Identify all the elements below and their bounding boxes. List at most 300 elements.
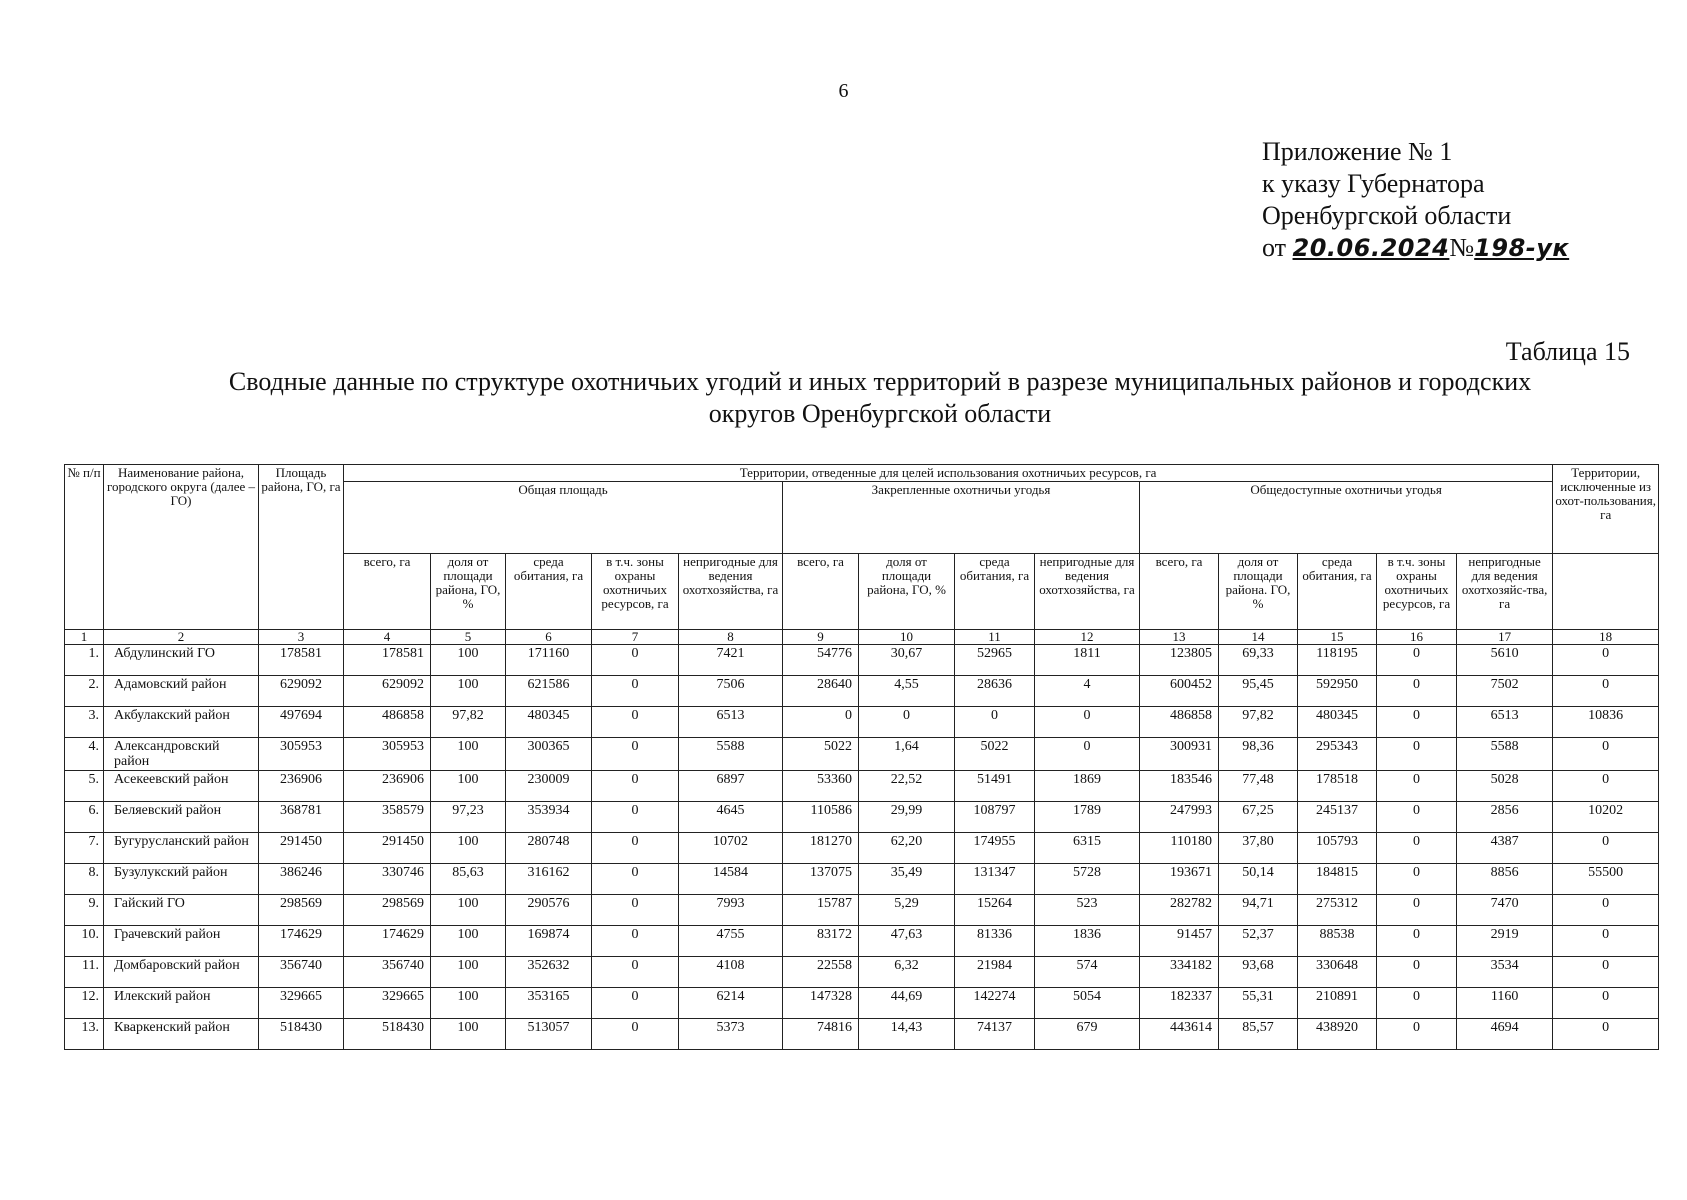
table-cell: 282782 bbox=[1140, 895, 1219, 926]
table-cell: 28636 bbox=[955, 676, 1035, 707]
table-cell: 0 bbox=[1553, 988, 1659, 1019]
table-cell: 67,25 bbox=[1219, 802, 1298, 833]
district-name: Домбаровский район bbox=[104, 957, 259, 988]
table-cell: 0 bbox=[592, 957, 679, 988]
table-cell: 174629 bbox=[344, 926, 431, 957]
date-prefix: от bbox=[1262, 233, 1293, 262]
table-cell: 7470 bbox=[1457, 895, 1553, 926]
table-cell: 88538 bbox=[1298, 926, 1377, 957]
header-public-habitat: среда обитания, га bbox=[1298, 554, 1377, 630]
table-cell: 443614 bbox=[1140, 1019, 1219, 1050]
table-cell: 290576 bbox=[506, 895, 592, 926]
header-assigned-habitat: среда обитания, га bbox=[955, 554, 1035, 630]
page-number: 6 bbox=[838, 80, 849, 102]
table-cell: 6214 bbox=[679, 988, 783, 1019]
table-cell: 7502 bbox=[1457, 676, 1553, 707]
appendix-block bbox=[1262, 136, 1569, 264]
column-number: 18 bbox=[1553, 630, 1659, 645]
table-cell: 305953 bbox=[259, 738, 344, 771]
table-cell: 280748 bbox=[506, 833, 592, 864]
table-cell: 100 bbox=[431, 738, 506, 771]
table-cell: 5373 bbox=[679, 1019, 783, 1050]
table-cell: 486858 bbox=[344, 707, 431, 738]
table-cell: 2856 bbox=[1457, 802, 1553, 833]
table-cell: 0 bbox=[1377, 988, 1457, 1019]
decree-date: 20.06.2024 bbox=[1292, 234, 1450, 262]
table-row bbox=[65, 771, 1659, 802]
header-excluded: Территории, исключенные из охот-пользования, га bbox=[1553, 465, 1659, 554]
row-number: 13. bbox=[65, 1019, 104, 1050]
table-cell: 10702 bbox=[679, 833, 783, 864]
table-cell: 0 bbox=[592, 707, 679, 738]
table-title bbox=[160, 366, 1600, 430]
table-cell: 0 bbox=[592, 802, 679, 833]
table-cell: 118195 bbox=[1298, 645, 1377, 676]
table-cell: 486858 bbox=[1140, 707, 1219, 738]
table-cell: 15264 bbox=[955, 895, 1035, 926]
table-cell: 5728 bbox=[1035, 864, 1140, 895]
table-cell: 298569 bbox=[259, 895, 344, 926]
table-cell: 356740 bbox=[259, 957, 344, 988]
table-cell: 0 bbox=[592, 833, 679, 864]
table-cell: 0 bbox=[1553, 645, 1659, 676]
table-cell: 7421 bbox=[679, 645, 783, 676]
appendix-line-3: Оренбургской области bbox=[1262, 201, 1512, 230]
table-cell: 1811 bbox=[1035, 645, 1140, 676]
table-cell: 0 bbox=[1377, 957, 1457, 988]
row-number: 8. bbox=[65, 864, 104, 895]
table-cell: 275312 bbox=[1298, 895, 1377, 926]
table-cell: 0 bbox=[592, 1019, 679, 1050]
table-cell: 193671 bbox=[1140, 864, 1219, 895]
header-total-habitat: среда обитания, га bbox=[506, 554, 592, 630]
table-cell: 621586 bbox=[506, 676, 592, 707]
table-cell: 81336 bbox=[955, 926, 1035, 957]
table-cell: 438920 bbox=[1298, 1019, 1377, 1050]
table-cell: 356740 bbox=[344, 957, 431, 988]
header-public-protect: в т.ч. зоны охраны охотничьих ресурсов, га bbox=[1377, 554, 1457, 630]
column-number: 1 bbox=[65, 630, 104, 645]
table-cell: 35,49 bbox=[859, 864, 955, 895]
table-cell: 55,31 bbox=[1219, 988, 1298, 1019]
table-cell: 85,57 bbox=[1219, 1019, 1298, 1050]
table-cell: 0 bbox=[592, 771, 679, 802]
table-cell: 85,63 bbox=[431, 864, 506, 895]
row-number: 5. bbox=[65, 771, 104, 802]
table-cell: 178518 bbox=[1298, 771, 1377, 802]
table-cell: 386246 bbox=[259, 864, 344, 895]
table-cell: 100 bbox=[431, 771, 506, 802]
column-number: 9 bbox=[783, 630, 859, 645]
table-cell: 77,48 bbox=[1219, 771, 1298, 802]
table-cell: 236906 bbox=[259, 771, 344, 802]
header-group-assigned: Закрепленные охотничьи угодья bbox=[783, 482, 1140, 554]
table-cell: 74816 bbox=[783, 1019, 859, 1050]
table-row bbox=[65, 676, 1659, 707]
table-cell: 353165 bbox=[506, 988, 592, 1019]
table-cell: 30,67 bbox=[859, 645, 955, 676]
table-cell: 230009 bbox=[506, 771, 592, 802]
table-cell: 52965 bbox=[955, 645, 1035, 676]
table-cell: 108797 bbox=[955, 802, 1035, 833]
table-cell: 178581 bbox=[259, 645, 344, 676]
table-cell: 52,37 bbox=[1219, 926, 1298, 957]
table-cell: 0 bbox=[1553, 895, 1659, 926]
table-row bbox=[65, 864, 1659, 895]
header-territories: Территории, отведенные для целей использования охотничьих ресурсов, га bbox=[344, 465, 1553, 482]
table-cell: 0 bbox=[1377, 707, 1457, 738]
table-row bbox=[65, 988, 1659, 1019]
table-cell: 0 bbox=[1035, 738, 1140, 771]
table-cell: 629092 bbox=[259, 676, 344, 707]
column-number: 13 bbox=[1140, 630, 1219, 645]
table-label: Таблица 15 bbox=[1505, 337, 1630, 366]
table-cell: 181270 bbox=[783, 833, 859, 864]
table-cell: 5588 bbox=[1457, 738, 1553, 771]
table-cell: 353934 bbox=[506, 802, 592, 833]
table-cell: 100 bbox=[431, 957, 506, 988]
table-cell: 6,32 bbox=[859, 957, 955, 988]
table-cell: 0 bbox=[1553, 1019, 1659, 1050]
table-cell: 37,80 bbox=[1219, 833, 1298, 864]
district-name: Александровский район bbox=[104, 738, 259, 771]
row-number: 6. bbox=[65, 802, 104, 833]
table-cell: 95,45 bbox=[1219, 676, 1298, 707]
table-cell: 4645 bbox=[679, 802, 783, 833]
table-cell: 147328 bbox=[783, 988, 859, 1019]
decree-number: 198-ук bbox=[1474, 234, 1570, 262]
column-number: 7 bbox=[592, 630, 679, 645]
table-cell: 97,23 bbox=[431, 802, 506, 833]
header-assigned-all: всего, га bbox=[783, 554, 859, 630]
header-num: № п/п bbox=[65, 465, 104, 630]
table-cell: 44,69 bbox=[859, 988, 955, 1019]
appendix-line-1: Приложение № 1 bbox=[1262, 137, 1453, 166]
header-total-all: всего, га bbox=[344, 554, 431, 630]
table-cell: 0 bbox=[1553, 833, 1659, 864]
table-cell: 74137 bbox=[955, 1019, 1035, 1050]
table-cell: 513057 bbox=[506, 1019, 592, 1050]
column-number: 8 bbox=[679, 630, 783, 645]
table-cell: 6513 bbox=[679, 707, 783, 738]
district-name: Бугурусланский район bbox=[104, 833, 259, 864]
table-cell: 600452 bbox=[1140, 676, 1219, 707]
table-cell: 137075 bbox=[783, 864, 859, 895]
table-cell: 352632 bbox=[506, 957, 592, 988]
table-cell: 0 bbox=[859, 707, 955, 738]
table-cell: 0 bbox=[955, 707, 1035, 738]
table-cell: 4755 bbox=[679, 926, 783, 957]
table-cell: 210891 bbox=[1298, 988, 1377, 1019]
table-cell: 0 bbox=[1553, 676, 1659, 707]
appendix-date-line bbox=[1262, 232, 1569, 264]
table-cell: 330648 bbox=[1298, 957, 1377, 988]
table-cell: 174955 bbox=[955, 833, 1035, 864]
table-cell: 100 bbox=[431, 833, 506, 864]
table-cell: 4,55 bbox=[859, 676, 955, 707]
table-cell: 62,20 bbox=[859, 833, 955, 864]
table-cell: 4387 bbox=[1457, 833, 1553, 864]
table-cell: 171160 bbox=[506, 645, 592, 676]
appendix-line-2: к указу Губернатора bbox=[1262, 169, 1485, 198]
table-cell: 0 bbox=[1377, 1019, 1457, 1050]
table-cell: 329665 bbox=[344, 988, 431, 1019]
table-cell: 4108 bbox=[679, 957, 783, 988]
header-group-public: Общедоступные охотничьи угодья bbox=[1140, 482, 1553, 554]
table-cell: 110180 bbox=[1140, 833, 1219, 864]
header-total-unfit: непригодные для ведения охотхозяйства, га bbox=[679, 554, 783, 630]
row-number: 11. bbox=[65, 957, 104, 988]
table-cell: 15787 bbox=[783, 895, 859, 926]
row-number: 2. bbox=[65, 676, 104, 707]
table-cell: 0 bbox=[1377, 676, 1457, 707]
table-cell: 93,68 bbox=[1219, 957, 1298, 988]
column-number: 5 bbox=[431, 630, 506, 645]
header-excluded-spacer bbox=[1553, 554, 1659, 630]
table-cell: 1836 bbox=[1035, 926, 1140, 957]
table-cell: 0 bbox=[1377, 802, 1457, 833]
column-number: 10 bbox=[859, 630, 955, 645]
district-name: Гайский ГО bbox=[104, 895, 259, 926]
table-cell: 83172 bbox=[783, 926, 859, 957]
table-cell: 1,64 bbox=[859, 738, 955, 771]
table-cell: 7993 bbox=[679, 895, 783, 926]
table-cell: 131347 bbox=[955, 864, 1035, 895]
summary-table bbox=[64, 464, 1659, 1050]
table-cell: 178581 bbox=[344, 645, 431, 676]
row-number: 12. bbox=[65, 988, 104, 1019]
table-cell: 0 bbox=[1553, 771, 1659, 802]
table-cell: 54776 bbox=[783, 645, 859, 676]
table-cell: 291450 bbox=[259, 833, 344, 864]
table-cell: 0 bbox=[592, 676, 679, 707]
table-cell: 110586 bbox=[783, 802, 859, 833]
table-cell: 53360 bbox=[783, 771, 859, 802]
header-public-unfit: непригодные для ведения охотхозяйс-тва, га bbox=[1457, 554, 1553, 630]
table-cell: 50,14 bbox=[1219, 864, 1298, 895]
table-cell: 480345 bbox=[506, 707, 592, 738]
header-assigned-unfit: непригодные для ведения охотхозяйства, га bbox=[1035, 554, 1140, 630]
table-cell: 298569 bbox=[344, 895, 431, 926]
row-number: 9. bbox=[65, 895, 104, 926]
table-cell: 3534 bbox=[1457, 957, 1553, 988]
column-number: 16 bbox=[1377, 630, 1457, 645]
table-cell: 5028 bbox=[1457, 771, 1553, 802]
table-cell: 329665 bbox=[259, 988, 344, 1019]
table-cell: 0 bbox=[592, 645, 679, 676]
table-cell: 174629 bbox=[259, 926, 344, 957]
row-number: 10. bbox=[65, 926, 104, 957]
table-cell: 1869 bbox=[1035, 771, 1140, 802]
table-cell: 295343 bbox=[1298, 738, 1377, 771]
table-cell: 0 bbox=[1035, 707, 1140, 738]
table-cell: 245137 bbox=[1298, 802, 1377, 833]
header-public-share: доля от площади района. ГО, % bbox=[1219, 554, 1298, 630]
table-cell: 100 bbox=[431, 988, 506, 1019]
row-number: 7. bbox=[65, 833, 104, 864]
table-row bbox=[65, 957, 1659, 988]
column-number: 14 bbox=[1219, 630, 1298, 645]
table-cell: 47,63 bbox=[859, 926, 955, 957]
table-cell: 105793 bbox=[1298, 833, 1377, 864]
table-cell: 4694 bbox=[1457, 1019, 1553, 1050]
table-row bbox=[65, 895, 1659, 926]
column-number: 15 bbox=[1298, 630, 1377, 645]
table-cell: 0 bbox=[1377, 926, 1457, 957]
header-assigned-share: доля от площади района, ГО, % bbox=[859, 554, 955, 630]
table-cell: 1789 bbox=[1035, 802, 1140, 833]
table-cell: 97,82 bbox=[1219, 707, 1298, 738]
table-cell: 0 bbox=[592, 864, 679, 895]
table-cell: 368781 bbox=[259, 802, 344, 833]
table-cell: 98,36 bbox=[1219, 738, 1298, 771]
table-cell: 100 bbox=[431, 895, 506, 926]
table-cell: 28640 bbox=[783, 676, 859, 707]
column-number: 2 bbox=[104, 630, 259, 645]
table-cell: 69,33 bbox=[1219, 645, 1298, 676]
row-number: 4. bbox=[65, 738, 104, 771]
table-cell: 0 bbox=[1377, 738, 1457, 771]
table-cell: 5054 bbox=[1035, 988, 1140, 1019]
table-cell: 100 bbox=[431, 926, 506, 957]
table-cell: 0 bbox=[592, 738, 679, 771]
table-cell: 247993 bbox=[1140, 802, 1219, 833]
district-name: Бузулукский район bbox=[104, 864, 259, 895]
table-cell: 22,52 bbox=[859, 771, 955, 802]
district-name: Кваркенский район bbox=[104, 1019, 259, 1050]
table-cell: 5610 bbox=[1457, 645, 1553, 676]
table-cell: 4 bbox=[1035, 676, 1140, 707]
table-title-line-2: округов Оренбургской области bbox=[708, 399, 1052, 428]
table-cell: 316162 bbox=[506, 864, 592, 895]
district-name: Грачевский район bbox=[104, 926, 259, 957]
district-name: Акбулакский район bbox=[104, 707, 259, 738]
table-cell: 10202 bbox=[1553, 802, 1659, 833]
table-cell: 629092 bbox=[344, 676, 431, 707]
table-row bbox=[65, 645, 1659, 676]
district-name: Абдулинский ГО bbox=[104, 645, 259, 676]
table-cell: 358579 bbox=[344, 802, 431, 833]
table-cell: 523 bbox=[1035, 895, 1140, 926]
table-body bbox=[65, 645, 1659, 1050]
table-cell: 305953 bbox=[344, 738, 431, 771]
table-cell: 480345 bbox=[1298, 707, 1377, 738]
table-row bbox=[65, 833, 1659, 864]
table-cell: 97,82 bbox=[431, 707, 506, 738]
table-cell: 21984 bbox=[955, 957, 1035, 988]
row-number: 3. bbox=[65, 707, 104, 738]
table-cell: 0 bbox=[1377, 645, 1457, 676]
header-total-share: доля от площади района, ГО, % bbox=[431, 554, 506, 630]
header-area: Площадь района, ГО, га bbox=[259, 465, 344, 630]
table-cell: 123805 bbox=[1140, 645, 1219, 676]
header-name: Наименование района, городского округа (далее – ГО) bbox=[104, 465, 259, 630]
table-row bbox=[65, 707, 1659, 738]
table-row bbox=[65, 802, 1659, 833]
column-number: 17 bbox=[1457, 630, 1553, 645]
table-cell: 0 bbox=[1377, 864, 1457, 895]
table-cell: 330746 bbox=[344, 864, 431, 895]
table-cell: 183546 bbox=[1140, 771, 1219, 802]
table-cell: 5022 bbox=[783, 738, 859, 771]
table-cell: 184815 bbox=[1298, 864, 1377, 895]
column-number: 6 bbox=[506, 630, 592, 645]
table-cell: 6897 bbox=[679, 771, 783, 802]
table-cell: 300365 bbox=[506, 738, 592, 771]
table-cell: 497694 bbox=[259, 707, 344, 738]
table-cell: 0 bbox=[783, 707, 859, 738]
table-cell: 169874 bbox=[506, 926, 592, 957]
row-number: 1. bbox=[65, 645, 104, 676]
table-title-line-1: Сводные данные по структуре охотничьих угодий и иных территорий в разрезе муниципальных районов и городских bbox=[228, 367, 1532, 396]
table-cell: 236906 bbox=[344, 771, 431, 802]
table-cell: 518430 bbox=[344, 1019, 431, 1050]
table-cell: 592950 bbox=[1298, 676, 1377, 707]
table-cell: 1160 bbox=[1457, 988, 1553, 1019]
table-row bbox=[65, 738, 1659, 771]
table-cell: 5,29 bbox=[859, 895, 955, 926]
table-cell: 0 bbox=[1377, 895, 1457, 926]
table-cell: 10836 bbox=[1553, 707, 1659, 738]
table-cell: 29,99 bbox=[859, 802, 955, 833]
header-public-all: всего, га bbox=[1140, 554, 1219, 630]
table-cell: 334182 bbox=[1140, 957, 1219, 988]
table-cell: 0 bbox=[592, 895, 679, 926]
table-cell: 679 bbox=[1035, 1019, 1140, 1050]
table-cell: 8856 bbox=[1457, 864, 1553, 895]
table-cell: 0 bbox=[1553, 738, 1659, 771]
table-cell: 100 bbox=[431, 676, 506, 707]
table-cell: 100 bbox=[431, 645, 506, 676]
header-group-total: Общая площадь bbox=[344, 482, 783, 554]
district-name: Асекеевский район bbox=[104, 771, 259, 802]
table-cell: 518430 bbox=[259, 1019, 344, 1050]
table-cell: 0 bbox=[592, 988, 679, 1019]
table-cell: 94,71 bbox=[1219, 895, 1298, 926]
table-cell: 2919 bbox=[1457, 926, 1553, 957]
table-cell: 0 bbox=[1553, 926, 1659, 957]
table-cell: 14584 bbox=[679, 864, 783, 895]
column-number: 12 bbox=[1035, 630, 1140, 645]
column-number: 11 bbox=[955, 630, 1035, 645]
table-cell: 574 bbox=[1035, 957, 1140, 988]
district-name: Беляевский район bbox=[104, 802, 259, 833]
table-cell: 6315 bbox=[1035, 833, 1140, 864]
column-number-row bbox=[65, 630, 1659, 645]
column-number: 4 bbox=[344, 630, 431, 645]
table-cell: 5588 bbox=[679, 738, 783, 771]
table-cell: 14,43 bbox=[859, 1019, 955, 1050]
table-cell: 7506 bbox=[679, 676, 783, 707]
table-cell: 6513 bbox=[1457, 707, 1553, 738]
table-cell: 51491 bbox=[955, 771, 1035, 802]
table-row bbox=[65, 926, 1659, 957]
table-cell: 0 bbox=[1377, 771, 1457, 802]
table-cell: 55500 bbox=[1553, 864, 1659, 895]
table-cell: 5022 bbox=[955, 738, 1035, 771]
district-name: Адамовский район bbox=[104, 676, 259, 707]
district-name: Илекский район bbox=[104, 988, 259, 1019]
table-cell: 0 bbox=[1553, 957, 1659, 988]
table-cell: 22558 bbox=[783, 957, 859, 988]
table-cell: 142274 bbox=[955, 988, 1035, 1019]
column-number: 3 bbox=[259, 630, 344, 645]
table-cell: 182337 bbox=[1140, 988, 1219, 1019]
table-cell: 100 bbox=[431, 1019, 506, 1050]
table-cell: 300931 bbox=[1140, 738, 1219, 771]
table-cell: 0 bbox=[1377, 833, 1457, 864]
table-row bbox=[65, 1019, 1659, 1050]
